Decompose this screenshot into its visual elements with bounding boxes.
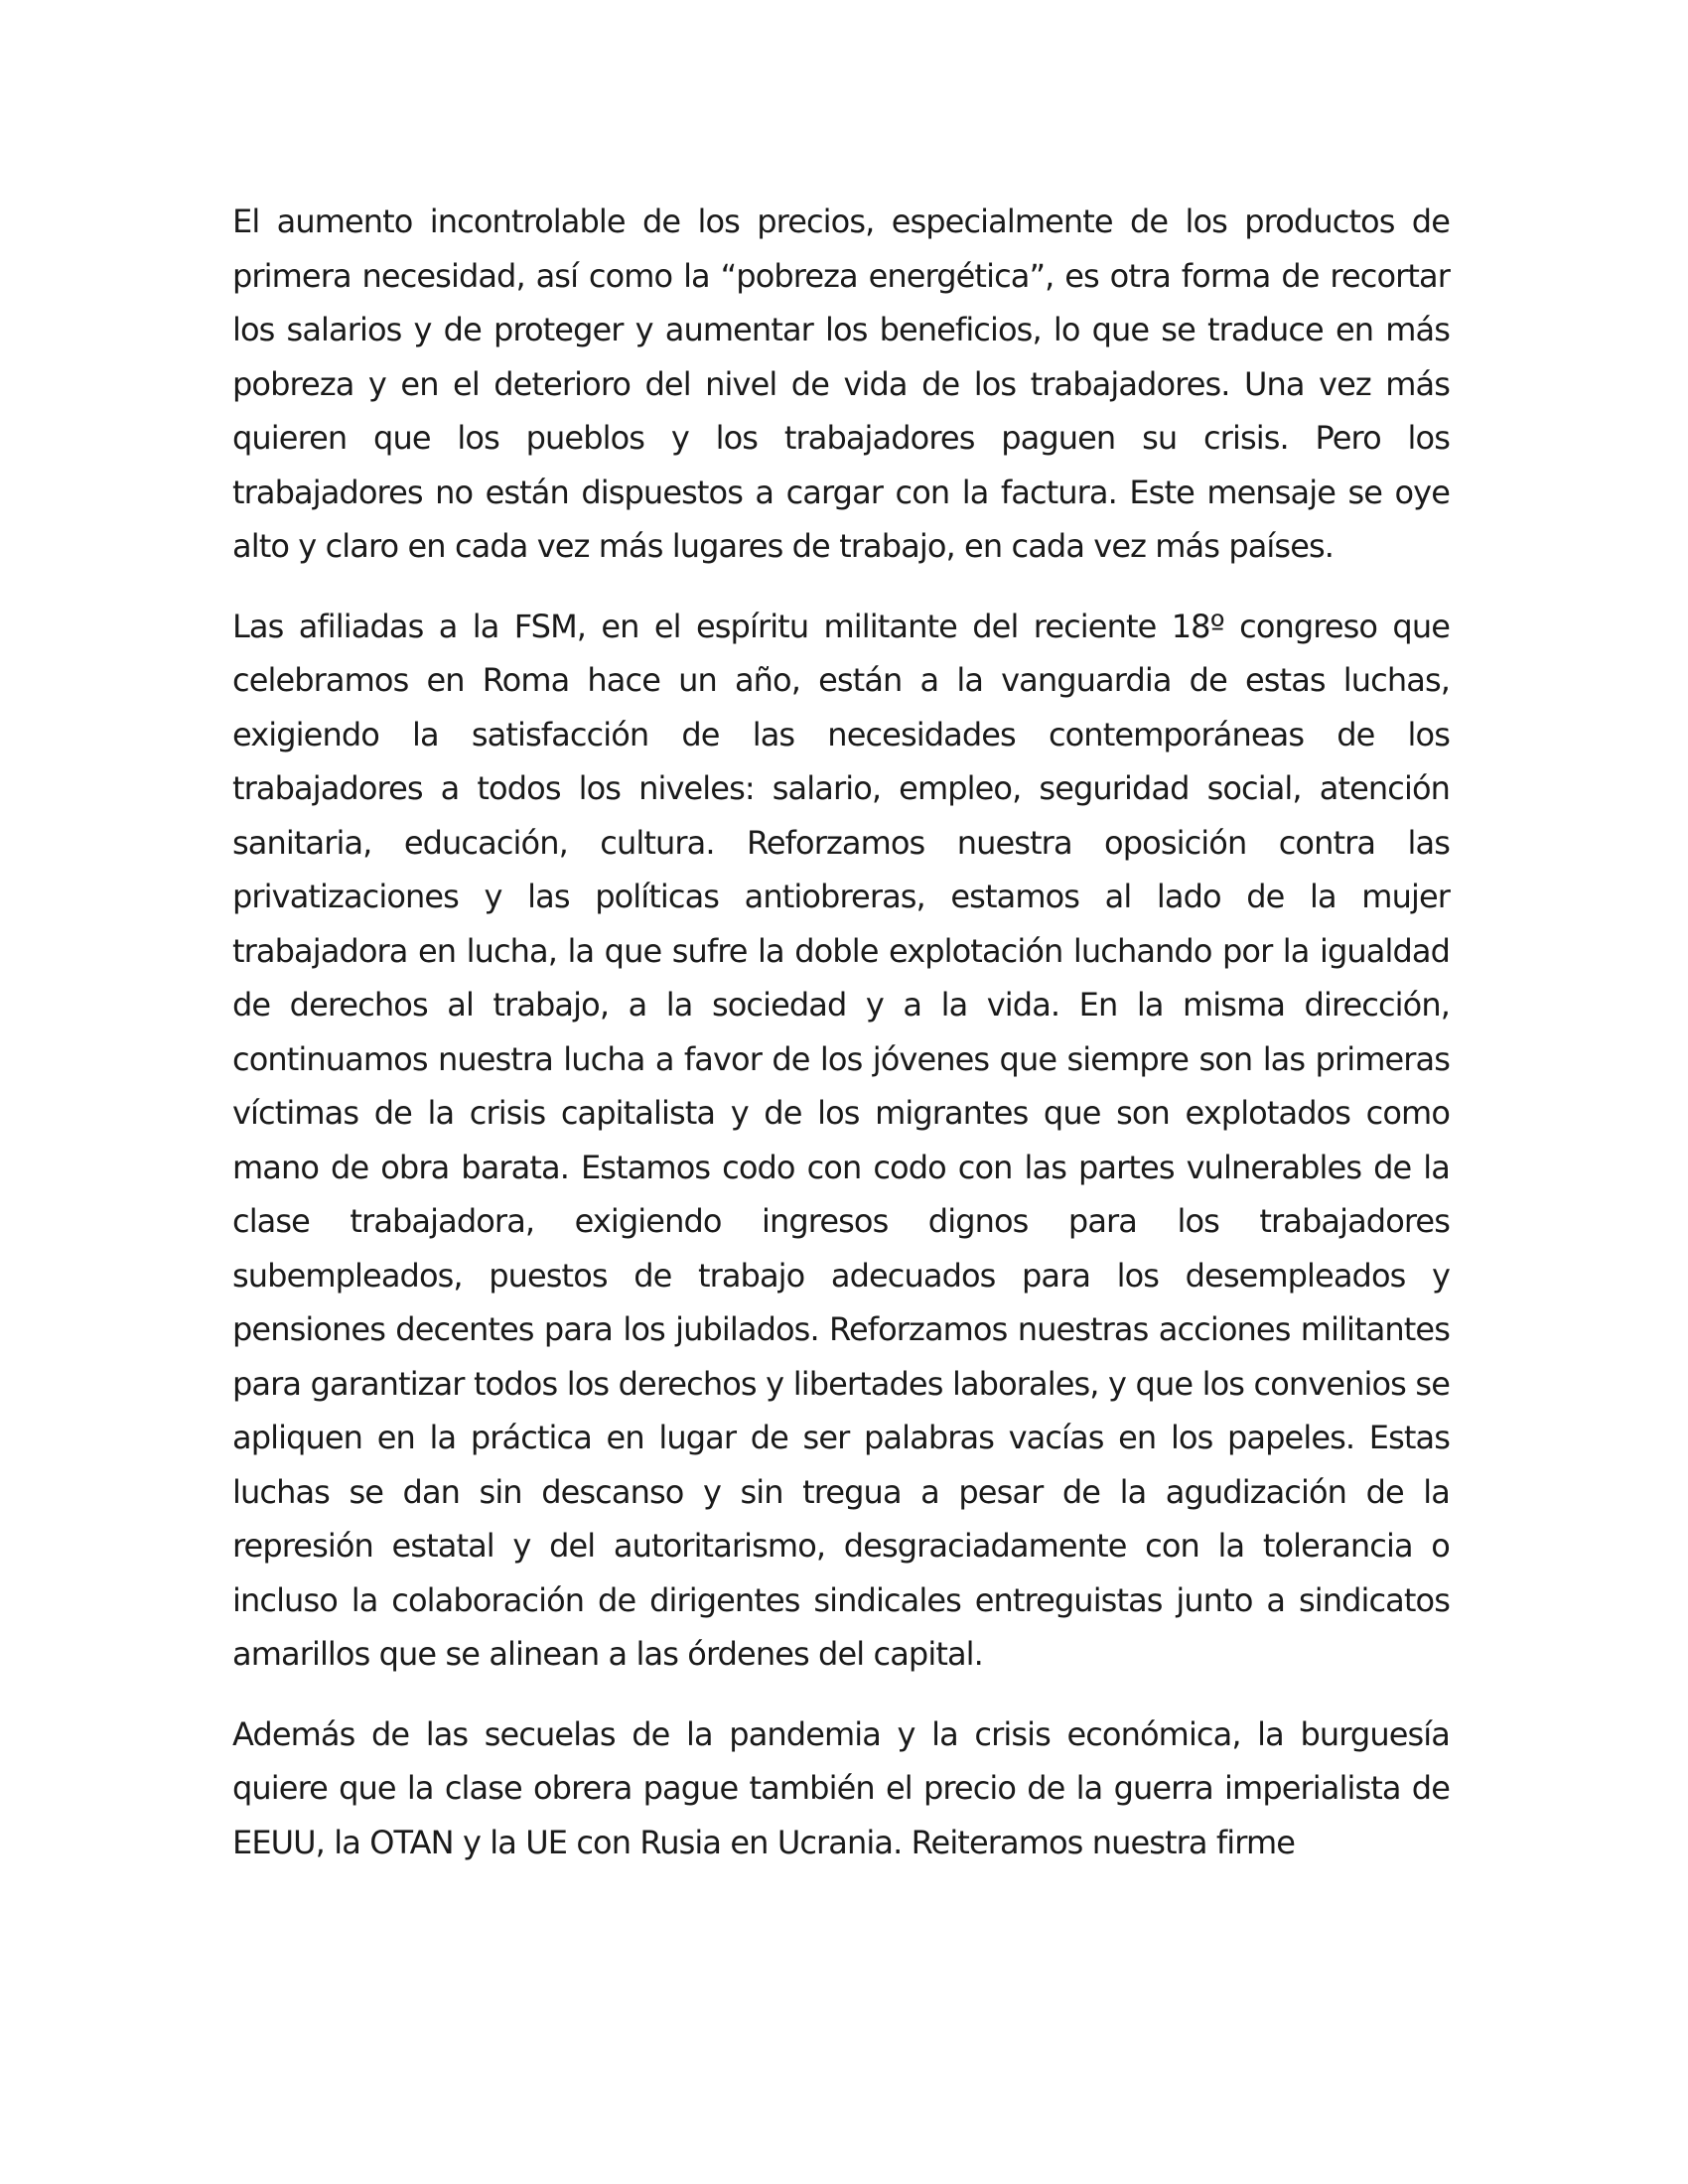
document-body bbox=[232, 195, 1450, 1895]
paragraph-prices-poverty: El aumento incontrolable de los precios, especialmente de los productos de primera necesidad, así como la “pobreza energética”, es otra forma de recortar los salarios y de proteger y aumentar los beneficios, lo que se traduce en más pobreza y en el deterioro del nivel de vida de los trabajadores. Una vez más quieren que los pueblos y los trabajadores paguen su crisis. Pero los trabajadores no están dispuestos a cargar con la factura. Este mensaje se oye alto y claro en cada vez más lugares de trabajo, en cada vez más países. bbox=[232, 203, 1450, 565]
paragraph-fsm-struggles: Las afiliadas a la FSM, en el espíritu militante del reciente 18º congreso que celebramos en Roma hace un año, están a la vanguardia de estas luchas, exigiendo la satisfacción de las necesidades contemporáneas de los trabajadores a todos los niveles: salario, empleo, seguridad social, atención sanitaria, educación, cultura. Reforzamos nuestra oposición contra las privatizaciones y las políticas antiobreras, estamos al lado de la mujer trabajadora en lucha, la que sufre la doble explotación luchando por la igualdad de derechos al trabajo, a la sociedad y a la vida. En la misma dirección, continuamos nuestra lucha a favor de los jóvenes que siempre son las primeras víctimas de la crisis capitalista y de los migrantes que son explotados como mano de obra barata. Estamos codo con codo con las partes vulnerables de la clase trabajadora, exigiendo ingresos dignos para los trabajadores subempleados, puestos de trabajo adecuados para los desempleados y pensiones decentes para los jubilados. Reforzamos nuestras acciones militantes para garantizar todos los derechos y libertades laborales, y que los convenios se apliquen en la práctica en lugar de ser palabras vacías en los papeles. Estas luchas se dan sin descanso y sin tregua a pesar de la agudización de la represión estatal y del autoritarismo, desgraciadamente con la tolerancia o incluso la colaboración de dirigentes sindicales entreguistas junto a sindicatos amarillos que se alinean a las órdenes del capital. bbox=[232, 607, 1450, 1673]
paragraph-war-consequences: Además de las secuelas de la pandemia y la crisis económica, la burguesía quiere que la clase obrera pague también el precio de la guerra imperialista de EEUU, la OTAN y la UE con Rusia en Ucrania. Reiteramos nuestra firme bbox=[232, 1714, 1450, 1861]
